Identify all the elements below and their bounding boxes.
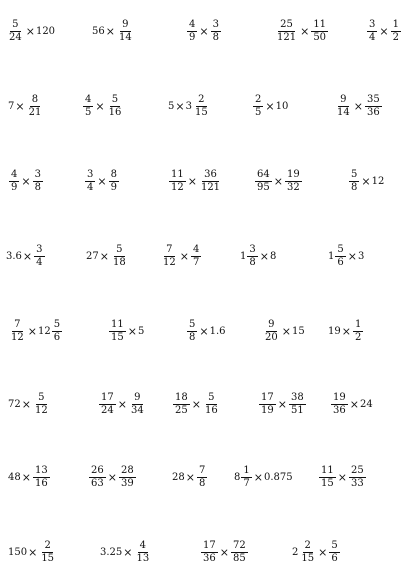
math-problem xyxy=(8,393,51,416)
numerator: 17 xyxy=(261,392,274,403)
math-problem xyxy=(92,20,135,43)
math-problem xyxy=(168,170,223,193)
number: 8 xyxy=(234,471,241,483)
fraction xyxy=(365,95,382,118)
denominator: 7 xyxy=(192,257,200,268)
math-problem xyxy=(262,320,305,343)
numerator: 1 xyxy=(243,465,250,476)
denominator: 8 xyxy=(212,32,219,43)
fraction xyxy=(335,95,352,118)
denominator: 85 xyxy=(232,553,246,564)
fraction xyxy=(367,20,377,43)
fraction xyxy=(247,245,257,268)
denominator: 36 xyxy=(203,553,216,564)
multiply-sign: × xyxy=(185,471,195,484)
number: 3.25 xyxy=(100,546,123,558)
math-problem xyxy=(82,95,124,118)
math-problem xyxy=(8,466,51,489)
math-problem xyxy=(318,466,367,489)
denominator: 33 xyxy=(350,478,364,489)
denominator: 6 xyxy=(337,257,344,268)
numerator: 4 xyxy=(11,169,18,180)
math-problem xyxy=(6,245,46,268)
denominator: 34 xyxy=(130,405,144,416)
denominator: 12 xyxy=(171,182,184,193)
fraction xyxy=(241,466,251,489)
math-problem xyxy=(348,170,384,193)
number: 28 xyxy=(172,471,185,483)
multiply-sign: × xyxy=(277,398,287,411)
math-problem xyxy=(8,320,63,343)
numerator: 11 xyxy=(111,319,124,330)
multiply-sign: × xyxy=(21,471,31,484)
denominator: 4 xyxy=(87,182,94,193)
fraction xyxy=(391,20,401,43)
numerator: 19 xyxy=(333,392,346,403)
fraction xyxy=(173,393,190,416)
number: 5 xyxy=(137,325,145,337)
fraction xyxy=(161,245,178,268)
denominator: 36 xyxy=(333,405,346,416)
denominator: 12 xyxy=(34,405,48,416)
denominator: 8 xyxy=(249,257,256,268)
numerator: 72 xyxy=(232,540,246,551)
fraction xyxy=(7,20,24,43)
multiply-sign: × xyxy=(95,100,105,113)
numerator: 2 xyxy=(44,540,51,551)
denominator: 2 xyxy=(392,32,399,43)
number: 8 xyxy=(269,250,277,262)
numerator: 26 xyxy=(91,465,104,476)
denominator: 95 xyxy=(257,182,270,193)
fraction xyxy=(231,541,248,564)
denominator: 16 xyxy=(204,405,218,416)
number: 2 xyxy=(292,546,299,558)
fraction xyxy=(169,170,186,193)
multiply-sign: × xyxy=(379,25,389,38)
multiply-sign: × xyxy=(347,250,357,263)
fraction xyxy=(117,20,134,43)
math-problem xyxy=(328,320,364,343)
denominator: 14 xyxy=(337,107,350,118)
denominator: 8 xyxy=(198,478,206,489)
numerator: 1 xyxy=(392,19,399,30)
denominator: 15 xyxy=(321,478,334,489)
math-problem xyxy=(100,541,152,564)
numerator: 4 xyxy=(189,19,196,30)
multiply-sign: × xyxy=(300,25,310,38)
denominator: 24 xyxy=(101,405,114,416)
numerator: 4 xyxy=(192,244,200,255)
multiply-sign: × xyxy=(281,325,291,338)
fraction xyxy=(27,95,44,118)
fraction xyxy=(9,170,19,193)
numerator: 64 xyxy=(257,169,270,180)
fraction xyxy=(134,541,151,564)
numerator: 5 xyxy=(208,392,215,403)
denominator: 19 xyxy=(261,405,274,416)
multiply-sign: × xyxy=(117,398,127,411)
multiply-sign: × xyxy=(127,325,137,338)
numerator: 9 xyxy=(122,19,129,30)
multiply-sign: × xyxy=(199,325,209,338)
math-problem xyxy=(274,20,329,43)
fraction xyxy=(187,20,197,43)
math-problem xyxy=(258,393,307,416)
numerator: 11 xyxy=(171,169,184,180)
numerator: 17 xyxy=(203,540,216,551)
multiply-sign: × xyxy=(107,471,117,484)
numerator: 9 xyxy=(340,94,347,105)
numerator: 38 xyxy=(290,392,304,403)
math-problem xyxy=(8,95,44,118)
numerator: 3 xyxy=(212,19,219,30)
denominator: 50 xyxy=(313,32,327,43)
number: 3 xyxy=(357,250,365,262)
fraction xyxy=(253,95,263,118)
multiply-sign: × xyxy=(273,175,283,188)
multiply-sign: × xyxy=(123,546,133,559)
denominator: 63 xyxy=(91,478,104,489)
multiply-sign: × xyxy=(341,325,351,338)
numerator: 11 xyxy=(321,465,334,476)
numerator: 4 xyxy=(139,540,147,551)
multiply-sign: × xyxy=(22,250,33,263)
number: 12 xyxy=(371,175,385,187)
fraction xyxy=(349,170,359,193)
numerator: 3 xyxy=(87,169,94,180)
numerator: 2 xyxy=(198,94,205,105)
numerator: 5 xyxy=(189,319,196,330)
number: 24 xyxy=(359,398,373,410)
math-problem xyxy=(240,245,276,268)
math-problem xyxy=(168,95,211,118)
numerator: 1 xyxy=(354,319,362,330)
math-problem xyxy=(252,95,288,118)
denominator: 13 xyxy=(136,553,150,564)
denominator: 12 xyxy=(11,332,24,343)
denominator: 5 xyxy=(255,107,262,118)
fraction xyxy=(289,393,306,416)
fraction xyxy=(311,20,328,43)
math-problem xyxy=(328,245,364,268)
fraction xyxy=(285,170,302,193)
numerator: 2 xyxy=(304,540,311,551)
multiply-sign: × xyxy=(259,250,269,263)
denominator: 121 xyxy=(200,182,221,193)
fraction xyxy=(275,20,298,43)
fraction xyxy=(109,170,119,193)
math-problem xyxy=(234,466,293,489)
numerator: 3 xyxy=(369,19,376,30)
fraction xyxy=(119,466,136,489)
fraction xyxy=(33,170,43,193)
denominator: 9 xyxy=(11,182,18,193)
math-problem xyxy=(88,466,137,489)
numerator: 8 xyxy=(31,94,39,105)
denominator: 16 xyxy=(108,107,122,118)
denominator: 18 xyxy=(112,257,126,268)
denominator: 121 xyxy=(277,32,297,43)
fraction xyxy=(191,245,201,268)
multiply-sign: × xyxy=(28,546,38,559)
numerator: 3 xyxy=(36,244,43,255)
multiply-sign: × xyxy=(175,100,185,113)
math-problem xyxy=(84,170,120,193)
fraction xyxy=(52,320,62,343)
numerator: 5 xyxy=(116,244,123,255)
math-problem xyxy=(160,245,202,268)
multiply-sign: × xyxy=(187,175,197,188)
math-problem xyxy=(98,393,147,416)
math-problem xyxy=(108,320,144,343)
fraction xyxy=(111,245,128,268)
denominator: 16 xyxy=(34,478,48,489)
numerator: 9 xyxy=(268,319,275,330)
numerator: 7 xyxy=(198,465,206,476)
fraction xyxy=(109,320,126,343)
denominator: 6 xyxy=(53,332,61,343)
number: 120 xyxy=(35,25,56,37)
number: 48 xyxy=(8,471,21,483)
number: 15 xyxy=(291,325,305,337)
math-problem xyxy=(6,20,55,43)
numerator: 28 xyxy=(120,465,134,476)
number: 12 xyxy=(37,325,51,337)
numerator: 5 xyxy=(351,169,358,180)
numerator: 8 xyxy=(110,169,117,180)
fraction xyxy=(33,393,50,416)
denominator: 32 xyxy=(286,182,300,193)
number: 10 xyxy=(275,100,289,112)
denominator: 6 xyxy=(331,553,338,564)
fraction xyxy=(259,393,276,416)
denominator: 4 xyxy=(369,32,376,43)
denominator: 51 xyxy=(290,405,304,416)
fraction xyxy=(34,245,44,268)
denominator: 12 xyxy=(163,257,176,268)
numerator: 13 xyxy=(34,465,48,476)
denominator: 36 xyxy=(366,107,380,118)
math-problem xyxy=(172,393,221,416)
numerator: 3 xyxy=(34,169,41,180)
fraction xyxy=(193,95,210,118)
math-problem xyxy=(8,170,44,193)
denominator: 15 xyxy=(194,107,208,118)
number: 1 xyxy=(240,250,247,262)
number: 7 xyxy=(8,100,15,112)
number: 72 xyxy=(8,398,21,410)
denominator: 7 xyxy=(243,478,250,489)
fraction xyxy=(335,245,345,268)
denominator: 15 xyxy=(301,553,315,564)
multiply-sign: × xyxy=(353,100,363,113)
denominator: 4 xyxy=(36,257,43,268)
math-problem xyxy=(200,541,249,564)
math-problem xyxy=(186,320,226,343)
number: 3 xyxy=(185,100,192,112)
denominator: 39 xyxy=(120,478,134,489)
number: 1.6 xyxy=(209,325,226,337)
fraction xyxy=(353,320,363,343)
numerator: 25 xyxy=(350,465,364,476)
multiply-sign: × xyxy=(27,325,37,338)
fraction xyxy=(319,466,336,489)
multiply-sign: × xyxy=(265,100,275,113)
denominator: 25 xyxy=(175,405,188,416)
denominator: 8 xyxy=(34,182,41,193)
number: 1 xyxy=(328,250,335,262)
multiply-sign: × xyxy=(105,25,115,38)
math-problem xyxy=(254,170,303,193)
fraction xyxy=(99,393,116,416)
fraction xyxy=(349,466,366,489)
multiply-sign: × xyxy=(199,25,209,38)
numerator: 5 xyxy=(53,319,61,330)
number: 0.875 xyxy=(263,471,293,483)
fraction xyxy=(255,170,272,193)
numerator: 25 xyxy=(280,19,293,30)
fraction xyxy=(329,541,339,564)
multiply-sign: × xyxy=(15,100,25,113)
math-problem xyxy=(172,466,208,489)
multiply-sign: × xyxy=(191,398,201,411)
multiply-sign: × xyxy=(21,175,31,188)
numerator: 17 xyxy=(101,392,114,403)
fraction xyxy=(85,170,95,193)
multiply-sign: × xyxy=(179,250,189,263)
denominator: 9 xyxy=(110,182,117,193)
fraction xyxy=(197,466,207,489)
math-problem xyxy=(86,245,129,268)
denominator: 8 xyxy=(189,332,196,343)
multiply-sign: × xyxy=(99,250,109,263)
numerator: 18 xyxy=(175,392,188,403)
fraction xyxy=(203,393,220,416)
multiply-sign: × xyxy=(219,546,229,559)
numerator: 4 xyxy=(85,94,92,105)
numerator: 19 xyxy=(286,169,300,180)
fraction xyxy=(211,20,221,43)
denominator: 24 xyxy=(9,32,22,43)
numerator: 9 xyxy=(134,392,141,403)
denominator: 15 xyxy=(111,332,124,343)
number: 56 xyxy=(92,25,105,37)
fraction xyxy=(9,320,26,343)
multiply-sign: × xyxy=(318,546,328,559)
numerator: 11 xyxy=(313,19,327,30)
multiply-sign: × xyxy=(97,175,107,188)
numerator: 5 xyxy=(337,244,344,255)
numerator: 2 xyxy=(255,94,262,105)
fraction xyxy=(89,466,106,489)
multiply-sign: × xyxy=(349,398,359,411)
denominator: 5 xyxy=(85,107,92,118)
number: 3.6 xyxy=(6,250,22,262)
multiply-sign: × xyxy=(25,25,35,38)
multiply-sign: × xyxy=(361,175,371,188)
denominator: 8 xyxy=(351,182,358,193)
number: 19 xyxy=(328,325,341,337)
fraction xyxy=(39,541,56,564)
numerator: 5 xyxy=(12,19,19,30)
fraction xyxy=(107,95,124,118)
fraction xyxy=(263,320,280,343)
fraction xyxy=(201,541,218,564)
multiply-sign: × xyxy=(337,471,347,484)
math-problem xyxy=(292,541,341,564)
fraction xyxy=(299,541,316,564)
numerator: 5 xyxy=(38,392,45,403)
denominator: 21 xyxy=(28,107,42,118)
denominator: 14 xyxy=(118,32,132,43)
numerator: 7 xyxy=(14,319,21,330)
fraction xyxy=(331,393,348,416)
numerator: 3 xyxy=(249,244,256,255)
fraction xyxy=(33,466,50,489)
number: 5 xyxy=(168,100,175,112)
numerator: 7 xyxy=(166,244,173,255)
multiply-sign: × xyxy=(253,471,263,484)
fraction xyxy=(187,320,197,343)
multiply-sign: × xyxy=(21,398,31,411)
number: 150 xyxy=(8,546,28,558)
denominator: 9 xyxy=(189,32,196,43)
math-problem xyxy=(8,541,57,564)
numerator: 5 xyxy=(331,540,338,551)
denominator: 2 xyxy=(354,332,362,343)
fraction xyxy=(129,393,146,416)
numerator: 36 xyxy=(204,169,217,180)
number: 27 xyxy=(86,250,99,262)
math-problem xyxy=(330,393,373,416)
numerator: 5 xyxy=(111,94,119,105)
denominator: 15 xyxy=(41,553,55,564)
math-problem xyxy=(334,95,383,118)
fraction xyxy=(199,170,222,193)
math-problem xyxy=(186,20,222,43)
math-problem xyxy=(366,20,402,43)
fraction xyxy=(83,95,93,118)
numerator: 35 xyxy=(366,94,380,105)
denominator: 20 xyxy=(265,332,278,343)
